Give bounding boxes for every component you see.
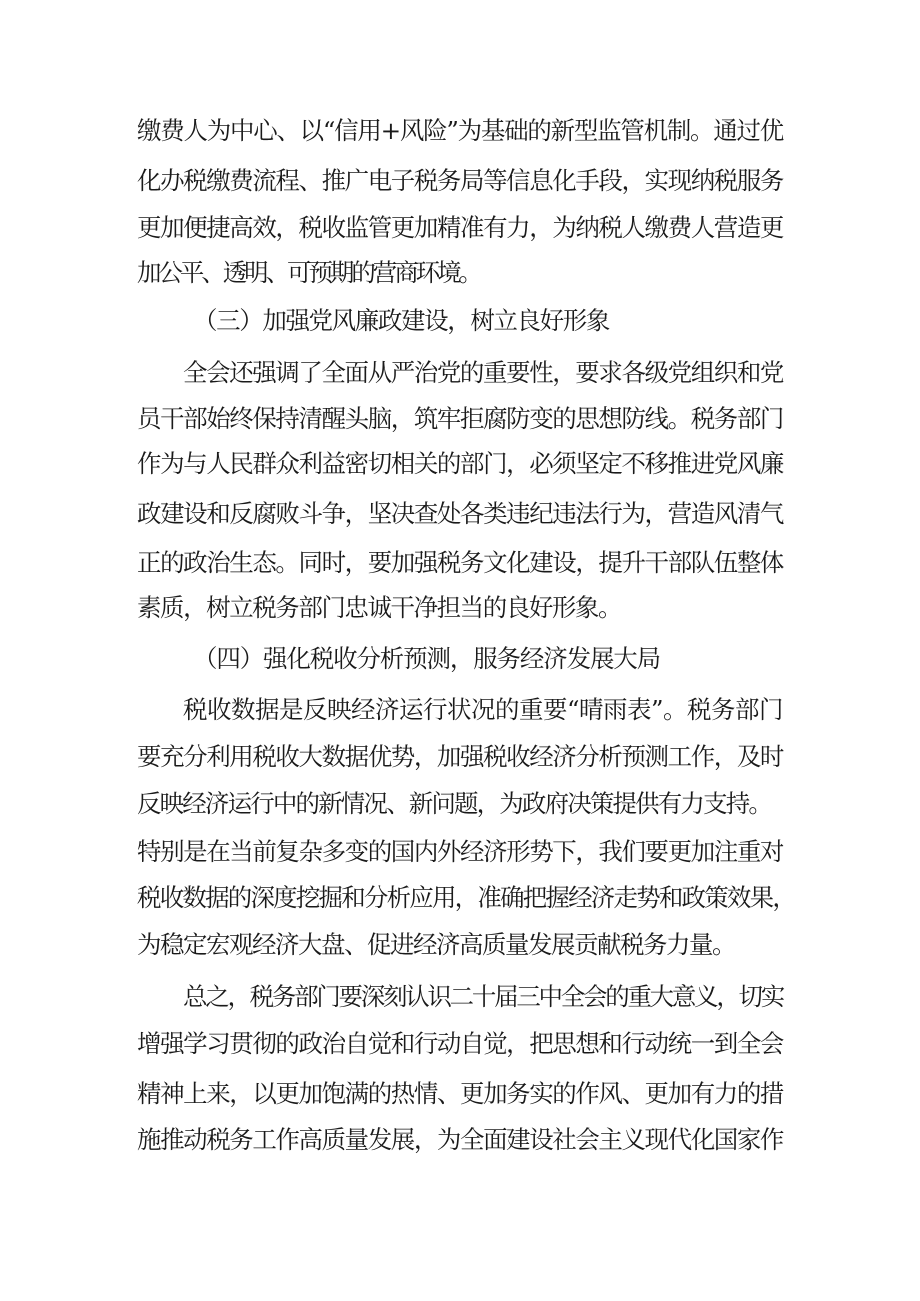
body-line-8	[0, 439, 920, 489]
body-line-2	[0, 156, 920, 206]
body-line-11	[0, 583, 920, 633]
body-line-15	[0, 779, 920, 829]
line-text-6: 全会还强调了全面从严治党的重要性，要求各级党组织和党	[183, 358, 783, 387]
body-line-10	[0, 538, 920, 588]
line-text-21: 精神上来，以更加饱满的热情、更加务实的作风、更加有力的措	[137, 1079, 783, 1108]
section-heading-4	[0, 634, 920, 684]
line-text-18: 为稳定宏观经济大盘、促进经济高质量发展贡献税务力量。	[137, 930, 735, 959]
body-line-9	[0, 489, 920, 539]
line-text-4: 加公平、透明、可预期的营商环境。	[137, 258, 480, 287]
line-text-1: 缴费人为中心、以“信用+风险”为基础的新型监管机制。通过优	[137, 116, 784, 145]
line-text-3: 更加便捷高效，税收监管更加精准有力，为纳税人缴费人营造更	[137, 213, 783, 242]
body-line-1	[0, 106, 920, 156]
body-line-21	[0, 1069, 920, 1119]
heading-text-3: （三）加强党风廉政建设，树立良好形象	[193, 306, 609, 335]
line-text-2: 化办税缴费流程、推广电子税务局等信息化手段，实现纳税服务	[137, 166, 783, 195]
line-text-16: 特别是在当前复杂多变的国内外经济形势下，我们要更加注重对	[137, 837, 783, 866]
heading-text-4: （四）强化税收分析预测，服务经济发展大局	[193, 644, 660, 673]
body-line-6	[0, 348, 920, 398]
body-line-14	[0, 732, 920, 782]
line-text-20: 增强学习贯彻的政治自觉和行动自觉，把思想和行动统一到全会	[137, 1029, 783, 1058]
line-text-17: 税收数据的深度挖掘和分析应用，准确把握经济走势和政策效果，	[137, 883, 796, 912]
body-line-4	[0, 248, 920, 298]
line-text-11: 素质，树立税务部门忠诚干净担当的良好形象。	[137, 593, 622, 622]
line-text-14: 要充分利用税收大数据优势，加强税收经济分析预测工作，及时	[137, 742, 783, 771]
body-line-18	[0, 920, 920, 970]
line-text-8: 作为与人民群众利益密切相关的部门，必须坚定不移推进党风廉	[137, 449, 783, 478]
body-line-3	[0, 203, 920, 253]
body-line-22	[0, 1115, 920, 1165]
body-line-17	[0, 873, 920, 923]
line-text-15: 反映经济运行中的新情况、新问题，为政府决策提供有力支持。	[137, 789, 772, 818]
line-text-9: 政建设和反腐败斗争，坚决查处各类违纪违法行为，营造风清气	[137, 499, 783, 528]
line-text-13: 税收数据是反映经济运行状况的重要“晴雨表”。税务部门	[183, 695, 783, 724]
body-line-20	[0, 1019, 920, 1069]
line-text-22: 施推动税务工作高质量发展，为全面建设社会主义现代化国家作	[137, 1125, 783, 1154]
line-text-19: 总之，税务部门要深刻认识二十届三中全会的重大意义，切实	[183, 982, 783, 1011]
section-heading-3	[0, 296, 920, 346]
line-text-10: 正的政治生态。同时，要加强税务文化建设，提升干部队伍整体	[137, 548, 783, 577]
line-text-7: 员干部始终保持清醒头脑，筑牢拒腐防变的思想防线。税务部门	[137, 404, 783, 433]
body-line-7	[0, 394, 920, 444]
body-line-16	[0, 827, 920, 877]
body-line-13	[0, 685, 920, 735]
body-line-19	[0, 972, 920, 1022]
